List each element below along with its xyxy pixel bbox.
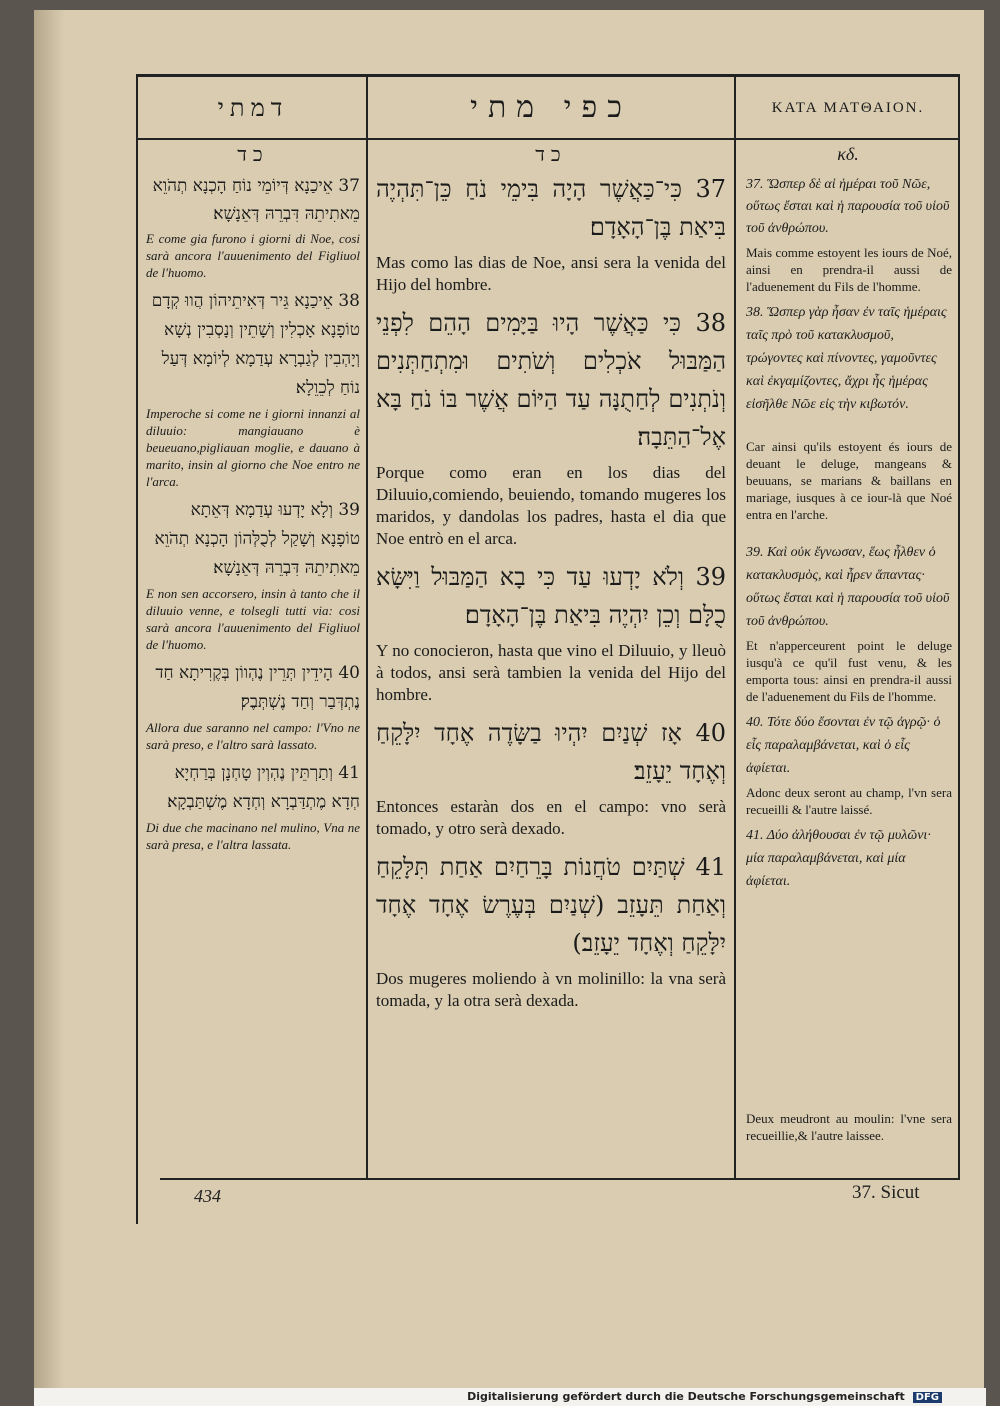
center-v38-spanish: Porque como eran en los dias del Diluuio,comiendo, beuiendo, tomando mugeres los maridos, y dandolas los padres, hasta el dia que Noe entrò en el arca. [376,463,726,548]
right-column [746,174,952,893]
header-rule [136,138,960,140]
page-number: 434 [194,1186,221,1206]
right-v41-french: Deux meudront au moulin: l'vne sera recueillie,& l'autre laissee. [746,1111,952,1143]
header-left: דמתי [217,94,289,122]
left-column [146,172,360,853]
center-v41-hebrew: 41 שְׁתַּיִם טֹחֲנוֹת בָּרֵחַיִם אַחַת תִּלָּקֵחַ וְאַחַת תֵּעָזֵב (שְׁנַיִם בְּעֶרֶשׂ אֶחָד אֶחָד יִלָּקֵחַ וְאֶחָד יֵעָזֵב׃) [376,853,726,957]
footer-text: Digitalisierung gefördert durch die Deutsche Forschungsgemeinschaft [467,1390,905,1403]
left-outer-rule [136,74,138,1224]
col-rule-2 [734,74,736,1180]
left-v40-italian: Allora due saranno nel campo: l'Vno ne sarà preso, e l'altro sarà lassato. [146,720,360,752]
right-v39-greek: 39. Καὶ οὐκ ἔγνωσαν, ἕως ἦλθεν ὁ κατακλυσμὸς, καὶ ἦρεν ἅπαντας· οὕτως ἔσται καὶ ἡ παρουσία τοῦ υἱοῦ τοῦ ἀνθρώπου. [746,545,950,629]
right-outer-rule [958,74,960,1180]
left-v39-aramaic: 39 וְלָא יָדְעוּ עְדַמָא דְּאֵתָא טוֹפָנָא וְשָׁקַל לְכֻלְּהוֹן הָכְנָא תְהֹוֵא מֵאתִיתֵהּ דִּבְרֵהּ דְּאֵנָשָׁא׃ [154,500,360,578]
left-v38-aramaic: 38 אֵיכַנָא גֵּיר דְּאִיתֵיהוֹן הֲווּ קְדָם טוֹפָנָא אָכְלִין וְשָׁתֵין וְנָסְבִין נְשָׁא וְיָהְבִין לְגַבְרָא עְדַמָא לְיוֹמָא דְּעַל נוֹחַ לְכֵוֵלָא׃ [151,291,360,398]
right-v38-greek: 38. Ὥσπερ γὰρ ἦσαν ἐν ταῖς ἡμέραις ταῖς πρὸ τοῦ κατακλυσμοῦ, τρώγοντες καὶ πίνοντες, γαμοῦντες καὶ ἐκγαμίζοντες, ἄχρι ἧς ἡμέρας εἰσῆλθε Νῶε εἰς τὴν κιβωτόν. [746,305,947,412]
catchword: 37. Sicut [852,1182,920,1203]
center-v37-hebrew: 37 כִּי־כַּאֲשֶׁר הָיָה בִּימֵי נֹחַ כֵּן־תִּהְיֶה בִּיאַת בֶּן־הָאָדָם׃ [376,175,726,241]
right-v37-french: Mais comme estoyent les iours de Noé, ainsi en prendra-il aussi de l'aduenement du Fils de l'homme. [746,245,952,294]
book-page [34,10,984,1388]
header-center: כפי מתי [470,90,632,125]
right-v41-greek: 41. Δύο ἀλήθουσαι ἐν τῷ μυλῶνι· μία παραλαμβάνεται, καὶ μία ἀφίεται. [746,828,931,889]
center-v40-hebrew: 40 אָז שְׁנַיִם יִהְיוּ בַשָּׂדֶה אֶחָד יִלָּקֵחַ וְאֶחָד יֵעָזֵב׃ [376,719,726,785]
center-column [376,170,726,1012]
center-v37-spanish: Mas como las dias de Noe, ansi sera la venida del Hijo del hombre. [376,253,726,294]
left-v41-italian: Di due che macinano nel mulino, Vna ne sarà presa, e l'altra lassata. [146,820,360,852]
chapter-mark-left: כד [237,142,269,166]
right-v39-french: Et n'apperceurent point le deluge iusqu'à ce qu'il fust venu, & les emporta tous: ainsi en prendra-il aussi de l'aduenement du Fils de l'homme. [746,638,952,704]
left-v37-aramaic: 37 אֵיכַנָא דְּיוֹמֵי נוֹחַ הָכְנָא תְהֹוֵא מֵאתִיתֵהּ דִּבְרֵהּ דְּאֵנָשָׁא׃ [152,176,360,224]
footer-credit [467,1390,942,1403]
left-v38-italian: Imperoche si come ne i giorni innanzi al diluuio: mangiauano è beueuano,pigliauan moglie, e dauano à marito, insin al giorno che Noe entro ne l'arca. [146,406,360,489]
right-v38-french: Car ainsi qu'ils estoyent és iours de deuant le deluge, mangeans & beuuans, se marians & baillans en mariage, iusques à ce iour-là que Noé entra en l'arche. [746,439,952,522]
right-v37-greek: 37. Ὥσπερ δὲ αἱ ἡμέραι τοῦ Νῶε, οὕτως ἔσται καὶ ἡ παρουσία τοῦ υἱοῦ τοῦ ἀνθρώπου. [746,177,950,236]
right-v40-greek: 40. Τότε δύο ἔσονται ἐν τῷ ἀγρῷ· ὁ εἷς παραλαμβάνεται, καὶ ὁ εἷς ἀφίεται. [746,715,941,776]
header-right: ΚΑΤΑ ΜΑΤΘΑΙΟΝ. [771,100,925,116]
page-gutter-shadow [34,10,64,1388]
chapter-mark-right: κδ. [837,144,859,164]
left-v39-italian: E non sen accorsero, insin à tanto che il diluuio venne, e tolsegli tutti via: cosi sarà ancora l'auuenimento del Figliuol de l'huomo. [146,586,360,652]
left-v41-aramaic: 41 וְתַרְתֵּין נֶהְוְין טָחְנָן בְּרַחְיָא חְדָא מֶתְדַּבְרָא וְחְדָא מֶשְׁתַּבְקָא׃ [167,763,360,812]
center-v39-hebrew: 39 וְלֹא יָדְעוּ עַד כִּי בָא הַמַּבּוּל וַיִּשָּׂא כֻלָּם וְכֵן יִהְיֶה בִּיאַת בֶּן־הָאָדָם׃ [376,563,726,629]
bottom-rule [160,1178,960,1180]
right-v40-french: Adonc deux seront au champ, l'vn sera recueilli & l'autre laissé. [746,785,952,817]
center-v41-spanish: Dos mugeres moliendo à vn molinillo: la vna serà tomada, y la otra serà dexada. [376,969,726,1010]
dfg-logo: DFG [913,1392,942,1403]
left-v37-italian: E come gia furono i giorni di Noe, cosi sarà ancora l'auuenimento del Figliuol de l'huomo. [146,231,360,280]
col-rule-1 [366,74,368,1180]
center-v40-spanish: Entonces estaràn dos en el campo: vno serà tomado, y otro serà dexado. [376,797,726,838]
left-v40-aramaic: 40 הָידֵין תְּרֵין נֶהְווֹן בְּקֶרִיתָא חַד נֶתְדְּבַר וְחַד נֶשְׁתְּבֶק׃ [155,663,360,712]
chapter-mark-center: כד [535,142,567,166]
center-v38-hebrew: 38 כִּי כַּאֲשֶׁר הָיוּ בַּיָּמִים הָהֵם לִפְנֵי הַמַּבּוּל אֹכְלִים וְשֹׁתִים וּמִתְחַתְּנִים וְנֹתְנִים לְחַתֻנָּה עַד הַיּוֹם אֲשֶׁר בּוֹ נֹחַ בָּא אֶל־הַתֵּבָה׃ [376,309,726,451]
center-v39-spanish: Y no conocieron, hasta que vino el Diluuio, y lleuò à todos, ansi serà tambien la venida del Hijo del hombre. [376,641,726,704]
top-rule [136,74,960,77]
